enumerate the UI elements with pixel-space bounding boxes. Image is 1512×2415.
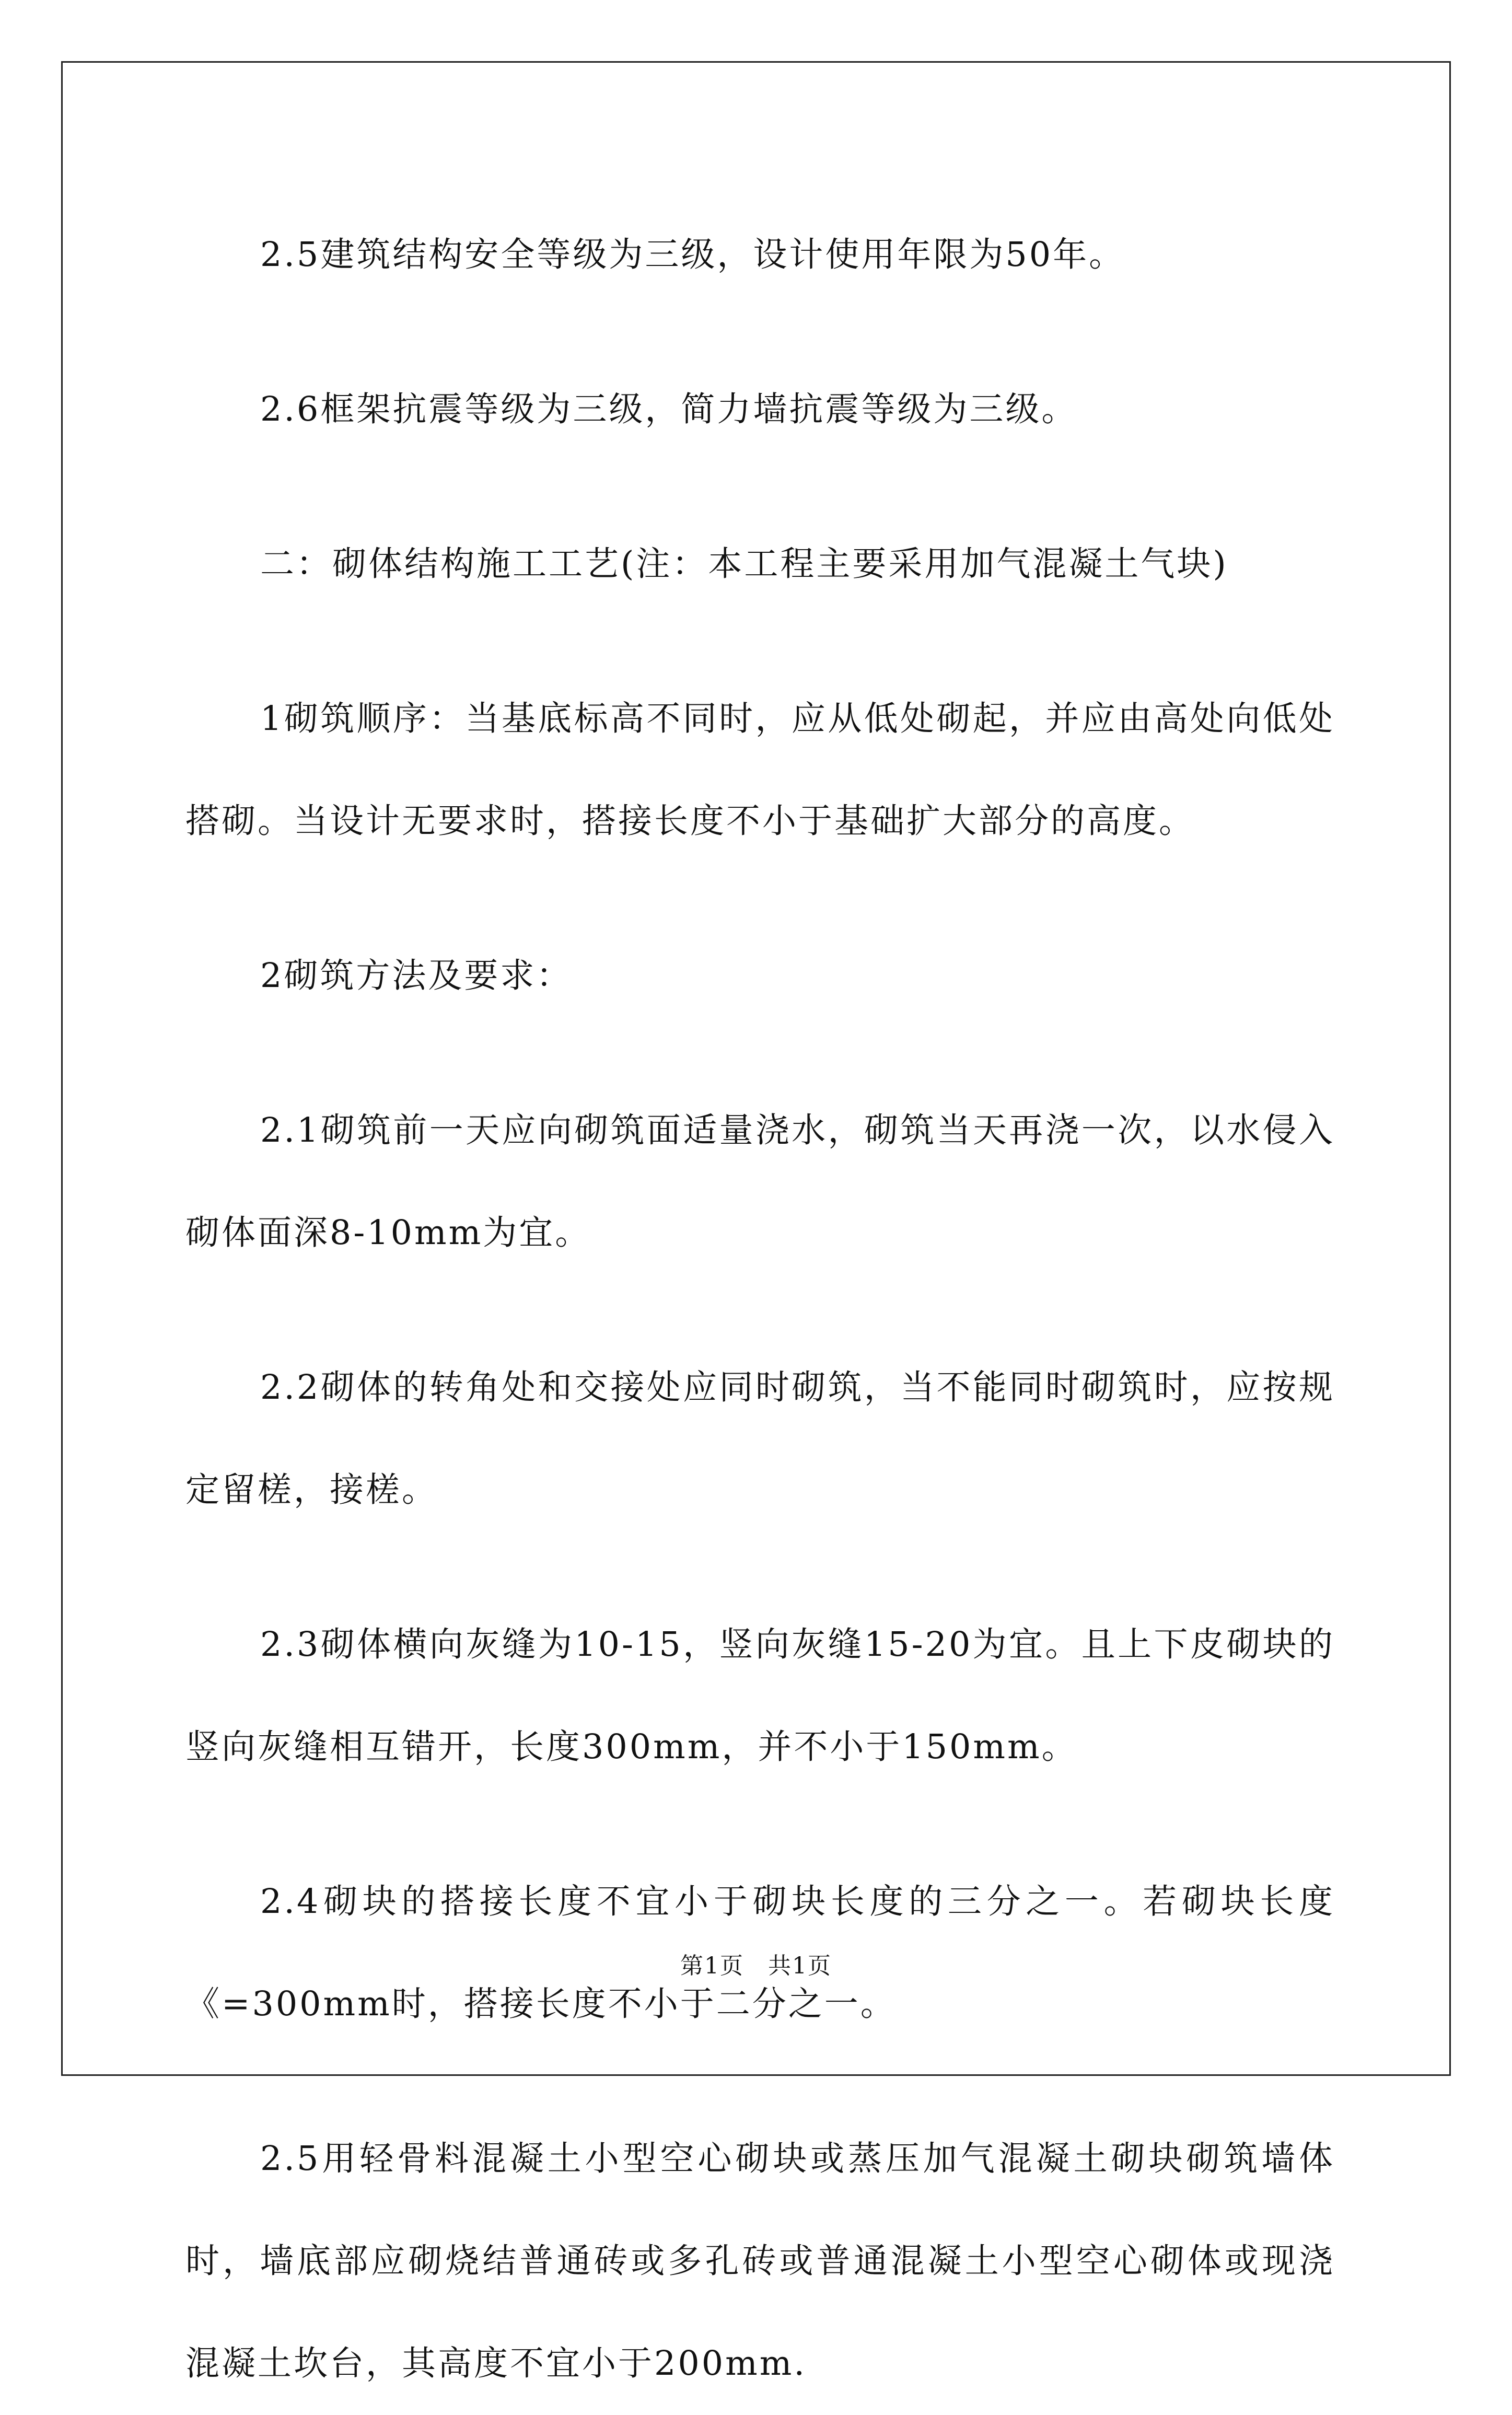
paragraph: 2.4砌块的搭接长度不宜小于砌块长度的三分之一。若砌块长度《=300mm时，搭接长度不小于二分之一。 [185,1882,1335,2024]
paragraph: 1砌筑顺序：当基底标高不同时，应从低处砌起，并应由高处向低处搭砌。当设计无要求时，搭接长度不小于基础扩大部分的高度。 [185,699,1335,841]
document-body [185,204,1335,2415]
section-heading: 二：砌体结构施工工艺(注：本工程主要采用加气混凝土气块) [260,544,1228,584]
paragraph: 2砌筑方法及要求： [260,956,573,995]
paragraph: 2.2砌体的转角处和交接处应同时砌筑，当不能同时砌筑时，应按规定留槎，接槎。 [185,1368,1335,1510]
paragraph: 2.6框架抗震等级为三级，简力墙抗震等级为三级。 [260,390,1078,429]
paragraph: 2.5建筑结构安全等级为三级，设计使用年限为50年。 [260,235,1125,274]
paragraph: 2.1砌筑前一天应向砌筑面适量浇水，砌筑当天再浇一次，以水侵入砌体面深8-10mm为宜。 [185,1111,1335,1252]
paragraph: 2.3砌体横向灰缝为10-15，竖向灰缝15-20为宜。且上下皮砌块的竖向灰缝相互错开，长度300mm，并不小于150mm。 [185,1625,1335,1767]
paragraph: 2.5用轻骨料混凝土小型空心砌块或蒸压加气混凝土砌块砌筑墙体时，墙底部应砌烧结普通砖或多孔砖或普通混凝土小型空心砌体或现浇混凝土坎台，其高度不宜小于200mm. [185,2139,1335,2383]
page-number-footer: 第1页 共1页 [680,1953,832,1979]
